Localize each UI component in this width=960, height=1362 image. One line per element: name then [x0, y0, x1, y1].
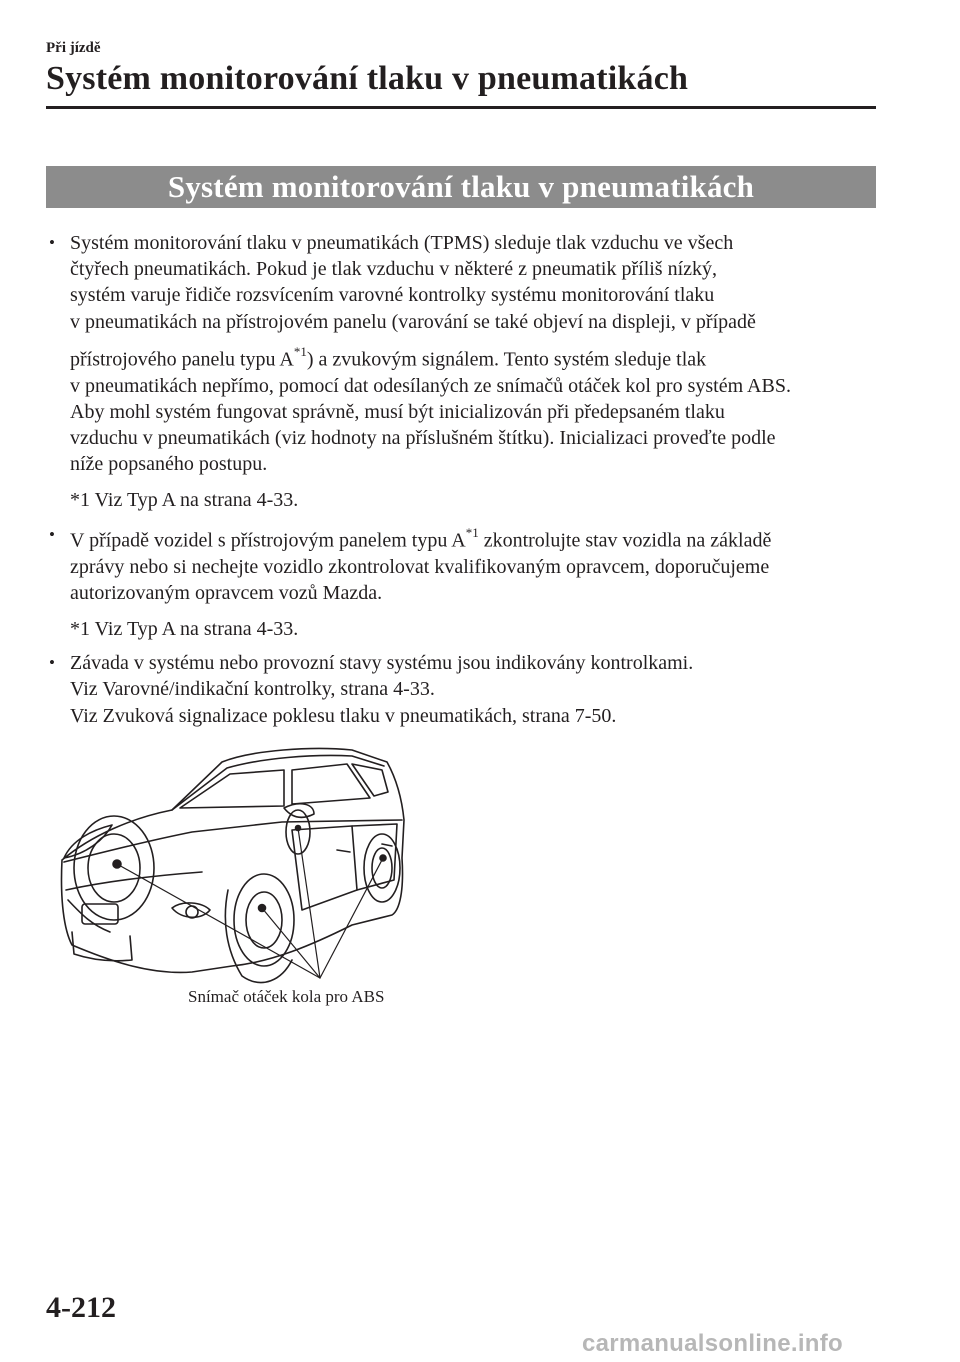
- content-body: [46, 230, 886, 729]
- text-line: Aby mohl systém fungovat správně, musí být inicializován při předepsaném tlaku: [70, 400, 725, 423]
- text-line: v pneumatikách na přístrojovém panelu (varování se také objeví na displeji, v případě: [70, 310, 756, 333]
- text-line: zprávy nebo si nechejte vozidlo zkontrolovat kvalifikovaným opravcem, doporučujeme: [70, 555, 770, 578]
- footnote: *1 Viz Typ A na strana 4-33.: [70, 617, 299, 640]
- bullet-item-instrument-panel: [46, 522, 886, 606]
- text-fragment: ) a zvukovým signálem. Tento systém sleduje tlak: [306, 348, 707, 371]
- watermark: carmanualsonline.info: [582, 1330, 844, 1357]
- bullet-item-tpms: [46, 230, 886, 477]
- bullet-icon: •: [49, 233, 55, 252]
- text-line: Viz Varovné/indikační kontrolky, strana 4-33.: [70, 678, 435, 701]
- section-banner: [46, 166, 876, 208]
- text-line: níže popsaného postupu.: [70, 453, 268, 476]
- text-line: vzduchu v pneumatikách (viz hodnoty na příslušném štítku). Inicializaci proveďte podle: [70, 427, 776, 450]
- bullet-item-malfunction: [46, 650, 886, 729]
- text-line: systém varuje řidiče rozsvícením varovné kontrolky systému monitorování tlaku: [70, 284, 715, 307]
- text-line: Viz Zvuková signalizace poklesu tlaku v pneumatikách, strana 7-50.: [70, 704, 617, 727]
- figure-caption: Snímač otáček kola pro ABS: [188, 987, 385, 1006]
- footnote: *1 Viz Typ A na strana 4-33.: [70, 489, 299, 512]
- title-rule: [46, 106, 876, 109]
- text-fragment: zkontrolujte stav vozidla na základě: [478, 529, 772, 552]
- text-fragment: přístrojového panelu typu A: [70, 348, 294, 371]
- text-line: čtyřech pneumatikách. Pokud je tlak vzduchu v některé z pneumatik příliš nízký,: [70, 258, 718, 281]
- bullet-icon: •: [49, 653, 55, 673]
- text-line: autorizovaným opravcem vozů Mazda.: [70, 581, 383, 604]
- page-title: Systém monitorování tlaku v pneumatikách: [46, 60, 689, 97]
- bullet-icon: •: [49, 524, 55, 544]
- text-fragment: V případě vozidel s přístrojovým panelem typu A: [70, 529, 466, 552]
- footnote-ref: *1: [293, 343, 307, 359]
- text-line: [70, 341, 886, 373]
- car-wheel-sensor-illustration: [52, 740, 432, 1020]
- text-line: [70, 522, 886, 554]
- section-title: Systém monitorování tlaku v pneumatikách: [167, 169, 755, 204]
- page-number: 4-212: [46, 1291, 116, 1324]
- text-line: Systém monitorování tlaku v pneumatikách (TPMS) sleduje tlak vzduchu ve všech: [70, 232, 734, 254]
- breadcrumb: Při jízdě: [46, 40, 101, 56]
- text-line: Závada v systému nebo provozní stavy systému jsou indikovány kontrolkami.: [70, 652, 694, 675]
- text-line: v pneumatikách nepřímo, pomocí dat odesílaných ze snímačů otáček kol pro systém ABS.: [70, 374, 791, 397]
- footnote-ref: *1: [465, 524, 479, 540]
